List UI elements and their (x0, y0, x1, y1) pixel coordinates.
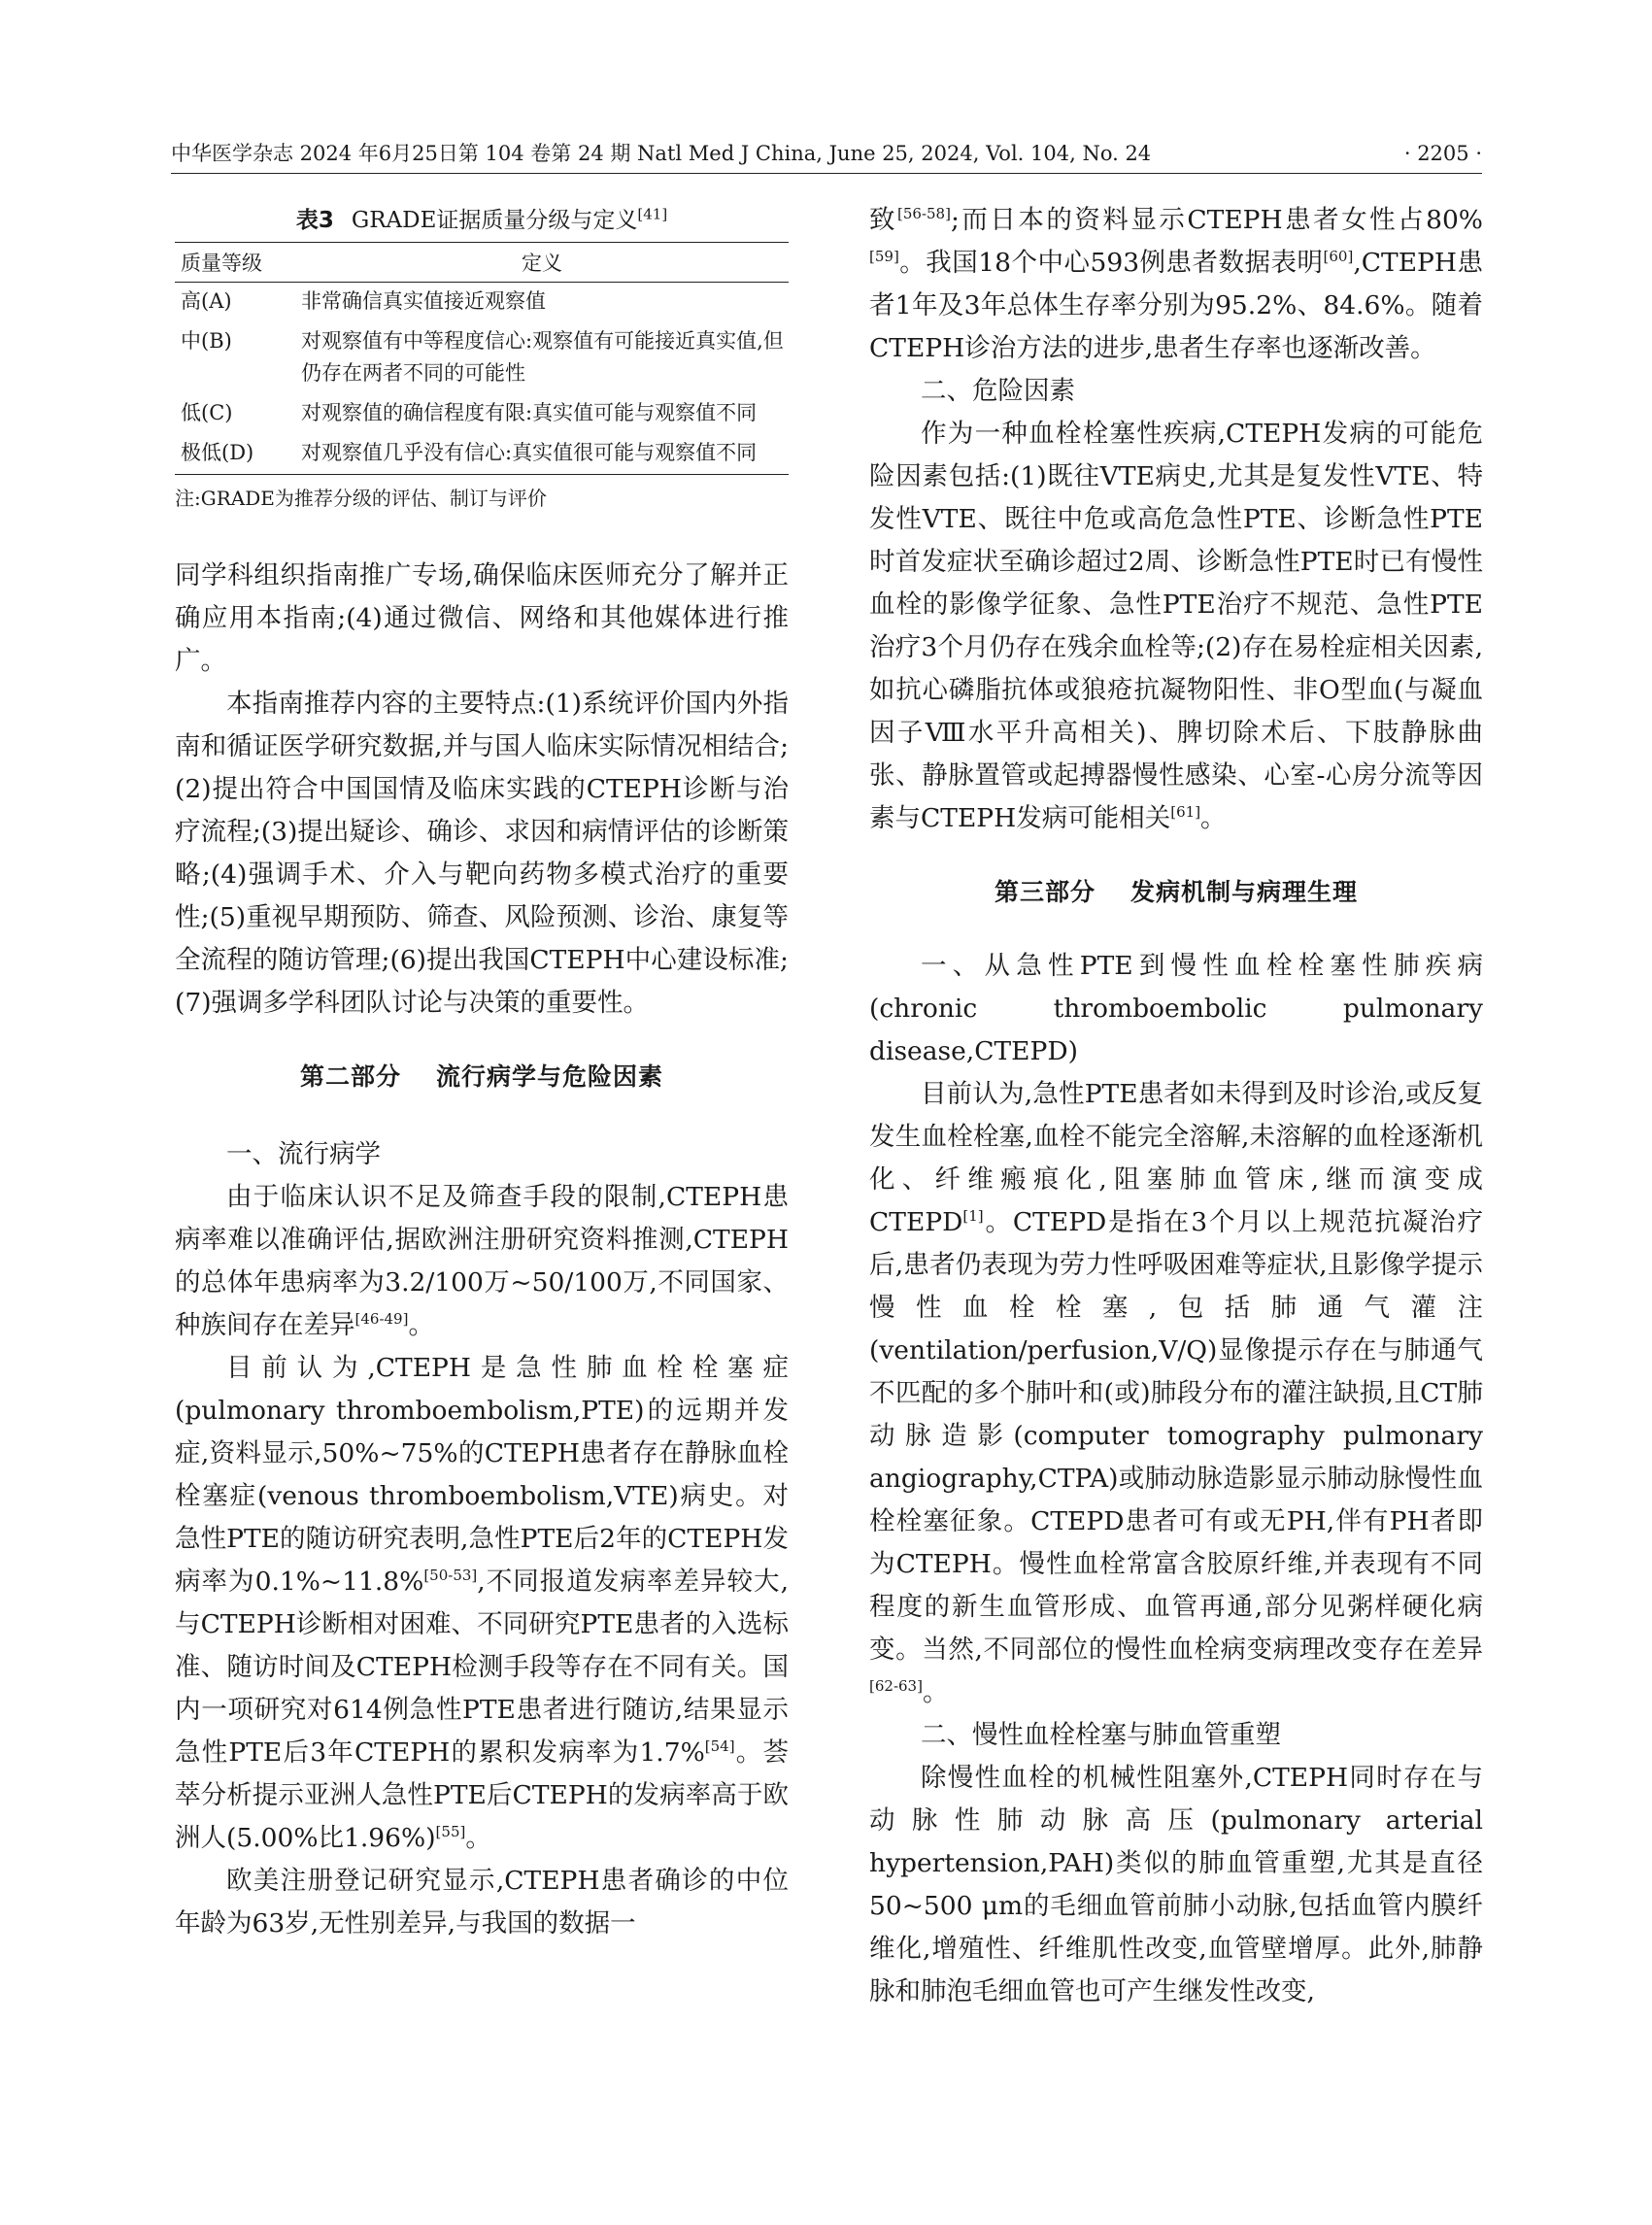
running-header (171, 134, 1482, 174)
table-caption (175, 199, 789, 242)
grade-cell: 低(C) (181, 401, 233, 424)
left-column (175, 199, 789, 1945)
subsection-heading: 二、慢性血栓栓塞与肺血管重塑 (921, 1720, 1281, 1750)
paragraph: 除慢性血栓的机械性阻塞外,CTEPH同时存在与动脉性肺动脉高压(pulmonary arterial hypertension,PAH)类似的肺血管重塑,尤其是直径50~500 μm的毛细血管前肺小动脉,包括血管内膜纤维化,增殖性、纤维肌性改变,血管壁增厚。此外,肺静脉和肺泡毛细血管也可产生继发性改变, (869, 1763, 1483, 2006)
section-heading (869, 871, 1483, 914)
subsection-heading: 二、危险因素 (921, 376, 1075, 406)
definition-cell: 对观察值有中等程度信心:观察值有可能接近真实值,但仍存在两者不同的可能性 (301, 329, 784, 385)
page-number: · 2205 · (1403, 142, 1482, 165)
table-header-row (175, 243, 789, 283)
grade-cell: 高(A) (181, 289, 232, 313)
citation: [50-53] (423, 1567, 478, 1585)
definition-cell: 非常确信真实值接近观察值 (301, 289, 546, 313)
subsection-heading: 一、从急性PTE到慢性血栓栓塞性肺疾病(chronic thromboembolic pulmonary disease,CTEPD) (869, 951, 1483, 1066)
table-note: 注:GRADE为推荐分级的评估、制订与评价 (175, 487, 547, 510)
grade-table-block (175, 199, 789, 520)
citation: [55] (435, 1823, 466, 1841)
section-number: 第三部分 (994, 878, 1096, 906)
citation: [1] (962, 1207, 984, 1226)
grade-cell: 中(B) (181, 329, 232, 353)
table-title: GRADE证据质量分级与定义 (351, 208, 638, 233)
table-label: 表3 (295, 208, 334, 233)
definition-cell: 对观察值的确信程度有限:真实值可能与观察值不同 (301, 401, 758, 424)
column-header-definition: 定义 (295, 243, 789, 283)
section-title: 发病机制与病理生理 (1130, 878, 1359, 906)
citation: [46-49] (354, 1310, 409, 1329)
table-ref: [41] (637, 205, 668, 223)
paragraph: 同学科组织指南推广专场,确保临床医师充分了解并正确应用本指南;(4)通过微信、网络和其他媒体进行推广。 (175, 560, 789, 676)
citation: [61] (1170, 803, 1201, 822)
right-column (869, 199, 1483, 2013)
table-row (175, 434, 789, 475)
grade-table (175, 242, 789, 475)
column-header-grade: 质量等级 (175, 243, 295, 283)
table-row (175, 394, 789, 434)
paragraph: 目前认为,CTEPH是急性肺血栓栓塞症(pulmonary thromboembolism,PTE)的远期并发症,资料显示,50%~75%的CTEPH患者存在静脉血栓栓塞症(venous thromboembolism,VTE)病史。对急性PTE的随访研究表明,急性PTE后2年的CTEPH发病率为0.1%~11.8%[50-53],不同报道发病率差异较大,与CTEPH诊断相对困难、不同研究PTE患者的入选标准、随访时间及CTEPH检测手段等存在不同有关。国内一项研究对614例急性PTE患者进行随访,结果显示急性PTE后3年CTEPH的累积发病率为1.7%[54]。荟萃分析提示亚洲人急性PTE后CTEPH的发病率高于欧洲人(5.00%比1.96%)[55]。 (175, 1353, 789, 1853)
citation: [59] (869, 248, 899, 266)
definition-cell: 对观察值几乎没有信心:真实值很可能与观察值不同 (295, 434, 789, 475)
paragraph: 由于临床认识不足及筛查手段的限制,CTEPH患病率难以准确评估,据欧洲注册研究资料推测,CTEPH的总体年患病率为3.2/100万~50/100万,不同国家、种族间存在差异[46-49]。 (175, 1182, 789, 1340)
table-row (175, 322, 789, 394)
journal-citation: 中华医学杂志 2024 年6月25日第 104 卷第 24 期 Natl Med J China, June 25, 2024, Vol. 104, No. 24 (171, 142, 1152, 165)
citation: [60] (1323, 248, 1354, 266)
citation: [62-63] (869, 1677, 923, 1696)
citation: [56-58] (897, 205, 951, 223)
subsection-heading: 一、流行病学 (226, 1139, 381, 1169)
section-title: 流行病学与危险因素 (436, 1062, 664, 1091)
section-number: 第二部分 (299, 1062, 401, 1091)
paragraph: 致[56-58];而日本的资料显示CTEPH患者女性占80%[59]。我国18个中心593例患者数据表明[60],CTEPH患者1年及3年总体生存率分别为95.2%、84.6%。随着CTEPH诊治方法的进步,患者生存率也逐渐改善。 (869, 205, 1483, 363)
paragraph: 作为一种血栓栓塞性疾病,CTEPH发病的可能危险因素包括:(1)既往VTE病史,尤其是复发性VTE、特发性VTE、既往中危或高危急性PTE、诊断急性PTE时首发症状至确诊超过2周、诊断急性PTE时已有慢性血栓的影像学征象、急性PTE治疗不规范、急性PTE治疗3个月仍存在残余血栓等;(2)存在易栓症相关因素,如抗心磷脂抗体或狼疮抗凝物阳性、非O型血(与凝血因子Ⅷ水平升高相关)、脾切除术后、下肢静脉曲张、静脉置管或起搏器慢性感染、心室-心房分流等因素与CTEPH发病可能相关[61]。 (869, 419, 1483, 833)
paragraph: 欧美注册登记研究显示,CTEPH患者确诊的中位年龄为63岁,无性别差异,与我国的数据一 (175, 1866, 789, 1938)
section-heading (175, 1056, 789, 1098)
paragraph: 目前认为,急性PTE患者如未得到及时诊治,或反复发生血栓栓塞,血栓不能完全溶解,未溶解的血栓逐渐机化、纤维瘢痕化,阻塞肺血管床,继而演变成CTEPD[1]。CTEPD是指在3个月以上规范抗凝治疗后,患者仍表现为劳力性呼吸困难等症状,且影像学提示慢性血栓栓塞,包括肺通气灌注(ventilation/perfusion,V/Q)显像提示存在与肺通气不匹配的多个肺叶和(或)肺段分布的灌注缺损,且CT肺动脉造影(computer tomography pulmonary angiography,CTPA)或肺动脉造影显示肺动脉慢性血栓栓塞征象。CTEPD患者可有或无PH,伴有PH者即为CTEPH。慢性血栓常富含胶原纤维,并表现有不同程度的新生血管形成、血管再通,部分见粥样硬化病变。当然,不同部位的慢性血栓病变病理改变存在差异[62-63]。 (869, 1079, 1483, 1707)
grade-cell: 极低(D) (175, 434, 295, 475)
paragraph: 本指南推荐内容的主要特点:(1)系统评价国内外指南和循证医学研究数据,并与国人临床实际情况相结合;(2)提出符合中国国情及临床实践的CTEPH诊断与治疗流程;(3)提出疑诊、确诊、求因和病情评估的诊断策略;(4)强调手术、介入与靶向药物多模式治疗的重要性;(5)重视早期预防、筛查、风险预测、诊治、康复等全流程的随访管理;(6)提出我国CTEPH中心建设标准;(7)强调多学科团队讨论与决策的重要性。 (175, 689, 789, 1018)
citation: [54] (704, 1737, 735, 1756)
table-row (175, 283, 789, 323)
